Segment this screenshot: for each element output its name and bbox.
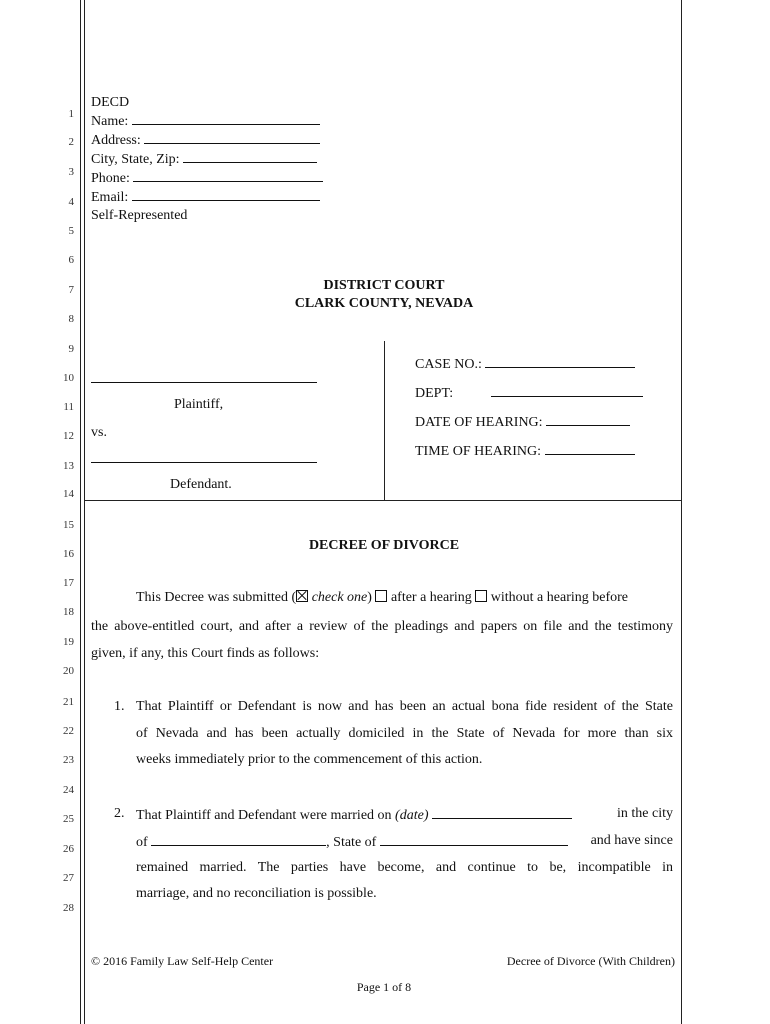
line-number: 25 [63, 813, 74, 825]
caption-divider [384, 341, 385, 501]
caption-bottom-rule [84, 500, 681, 501]
line-number: 19 [63, 636, 74, 648]
defendant-name-line [91, 462, 317, 463]
filer-address-line: Address: [91, 131, 323, 150]
case-number-field: CASE NO.: [415, 355, 635, 374]
line-number: 16 [63, 548, 74, 560]
intro-line-1: This Decree was submitted ( check one) after a hearing without a hearing before [136, 590, 629, 605]
marriage-state-blank[interactable] [380, 833, 568, 846]
document-title: DECREE OF DIVORCE [308, 538, 460, 553]
without-hearing-checkbox[interactable] [475, 590, 487, 602]
filer-status: Self-Represented [91, 208, 188, 223]
line-number: 7 [68, 284, 74, 296]
hearing-date-field: DATE OF HEARING: [415, 413, 630, 432]
finding-2-line-3: remained married. The parties have become, and continue to be, incompatible in [136, 860, 673, 875]
line-number: 5 [68, 225, 74, 237]
line-number: 9 [68, 343, 74, 355]
line-number: 10 [63, 372, 74, 384]
line-number: 13 [63, 460, 74, 472]
line-number: 6 [68, 254, 74, 266]
filer-name-line: Name: [91, 112, 323, 131]
filer-phone-line: Phone: [91, 169, 323, 188]
finding-2-line-2: of , State of and have since [136, 833, 673, 850]
line-number: 22 [63, 725, 74, 737]
court-county: CLARK COUNTY, NEVADA [294, 296, 474, 311]
line-number: 24 [63, 784, 74, 796]
intro-line-2: the above-entitled court, and after a review of the pleadings and papers on file and the testimony [91, 619, 673, 634]
versus-label: vs. [91, 425, 107, 440]
finding-2-line-4: marriage, and no reconciliation is possible. [136, 886, 377, 901]
line-number: 2 [68, 136, 74, 148]
line-number: 4 [68, 196, 74, 208]
line-number: 23 [63, 754, 74, 766]
line-number: 21 [63, 696, 74, 708]
line-number: 11 [63, 401, 74, 413]
line-number: 28 [63, 902, 74, 914]
line-number: 17 [63, 577, 74, 589]
page-number: Page 1 of 8 [356, 980, 412, 994]
line-number: 3 [68, 166, 74, 178]
department-field: DEPT: [415, 384, 643, 403]
footer-form-title: Decree of Divorce (With Children) [506, 954, 675, 968]
hearing-time-field: TIME OF HEARING: [415, 442, 635, 461]
line-number: 15 [63, 519, 74, 531]
finding-1-line-2: of Nevada and has been actually domiciled in the State of Nevada for more than six [136, 726, 673, 741]
filer-block [91, 94, 323, 225]
footer-copyright: © 2016 Family Law Self-Help Center [91, 954, 274, 968]
line-number: 26 [63, 843, 74, 855]
after-hearing-checkbox[interactable] [375, 590, 387, 602]
intro-line-3: given, if any, this Court finds as follows: [91, 646, 320, 661]
marriage-date-blank[interactable] [432, 806, 572, 819]
line-number: 18 [63, 606, 74, 618]
margin-rule-left-inner [84, 0, 85, 1024]
line-number: 1 [68, 108, 74, 120]
finding-1-line-1: That Plaintiff or Defendant is now and has been an actual bona fide resident of the State [136, 699, 673, 714]
margin-rule-right [681, 0, 682, 1024]
finding-2-line-1: That Plaintiff and Defendant were married on (date) in the city [136, 806, 673, 823]
plaintiff-label: Plaintiff, [174, 397, 224, 412]
court-heading [84, 277, 684, 313]
line-number: 20 [63, 665, 74, 677]
filer-code: DECD [91, 95, 130, 110]
margin-rule-left-outer [80, 0, 81, 1024]
finding-1-line-3: weeks immediately prior to the commencement of this action. [136, 752, 483, 767]
line-number: 14 [63, 488, 74, 500]
finding-2-number: 2. [114, 806, 125, 821]
finding-1-number: 1. [114, 699, 125, 714]
filer-city-line: City, State, Zip: [91, 150, 323, 169]
marriage-city-blank[interactable] [151, 833, 326, 846]
line-number: 12 [63, 430, 74, 442]
filer-email-line: Email: [91, 188, 323, 207]
line-number: 27 [63, 872, 74, 884]
checked-box-icon[interactable] [296, 590, 308, 602]
line-number: 8 [68, 313, 74, 325]
plaintiff-name-line [91, 382, 317, 383]
court-name: DISTRICT COURT [323, 278, 445, 293]
defendant-label: Defendant. [170, 477, 232, 492]
